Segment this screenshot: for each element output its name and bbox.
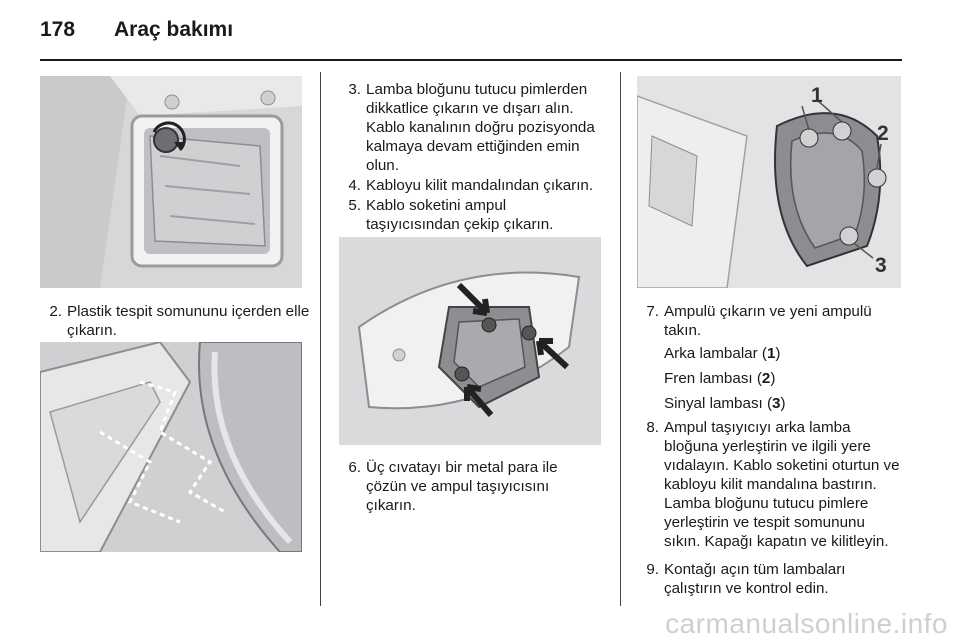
- step-number: 9.: [646, 561, 659, 578]
- lamp-brake: [664, 369, 775, 388]
- lamp-brake-close: ): [770, 370, 776, 387]
- step-number: 8.: [646, 419, 659, 436]
- step-text: Lamba bloğunu tutucu pimlerden dikkatlice çıkarın ve dışarı alın. Kablo kanalının doğru pozisyonda kalmaya devam ettiğinden emin olun.: [366, 81, 595, 174]
- column-divider-right: [620, 72, 621, 606]
- page-number: 178: [40, 18, 76, 41]
- step-text: Üç cıvatayı bir metal para ile çözün ve ampul taşıyıcısını çıkarın.: [366, 459, 558, 514]
- lamp-turn-label: Sinyal lambası (: [664, 395, 773, 412]
- figure-bulb-carrier-screws: [339, 237, 601, 445]
- step-text: Kontağı açın tüm lambaları çalıştırın ve kontrol edin.: [664, 561, 846, 597]
- callout-1: 1: [811, 84, 823, 107]
- step-text: Ampul taşıyıcıyı arka lamba bloğuna yerleştirin ve ilgili yere vıdalayın. Kablo soketini oturtun ve kabloyu kilit mandalına bastırın. Lamba bloğunu tutucu pimlere yerleştirin ve tespit somununu sıkın. Kapağı kapatın ve kilitleyin.: [664, 419, 900, 550]
- step-number: 6.: [348, 459, 361, 476]
- lamp-tail-close: ): [775, 345, 781, 362]
- step-text: Kablo soketini ampul taşıyıcısından çekip çıkarın.: [366, 197, 554, 233]
- lamp-brake-ref: 2: [761, 370, 771, 387]
- lamp-turn-ref: 3: [772, 395, 781, 412]
- lamp-tail: [664, 344, 780, 363]
- step-text: Plastik tespit somununu içerden elle çıkarın.: [67, 303, 310, 339]
- header-divider: [40, 59, 902, 61]
- lamp-tail-label: Arka lambalar (: [664, 345, 767, 362]
- figure-retaining-nut: [40, 76, 302, 288]
- step-number: 4.: [348, 177, 361, 194]
- step-number: 2.: [49, 303, 62, 320]
- callout-3: 3: [875, 254, 887, 277]
- figure-lamp-cable: [40, 342, 302, 552]
- lamp-turn: [664, 394, 786, 413]
- lamp-tail-ref: 1: [766, 345, 776, 362]
- watermark: carmanualsonline.info: [665, 608, 948, 639]
- step-number: 3.: [348, 81, 361, 98]
- step-number: 7.: [646, 303, 659, 320]
- lamp-brake-label: Fren lambası (: [664, 370, 762, 387]
- figure-bulb-positions-drawing: [637, 76, 901, 288]
- page-header: [40, 18, 902, 48]
- page-title: Araç bakımı: [114, 18, 234, 41]
- callout-2: 2: [877, 122, 889, 145]
- step-number: 5.: [348, 197, 361, 214]
- figure-bulb-positions: [637, 76, 901, 288]
- figure-lamp-cable-drawing: [40, 342, 302, 552]
- step-text: Kabloyu kilit mandalından çıkarın.: [366, 177, 594, 194]
- step-text: Ampulü çıkarın ve yeni ampulü takın.: [664, 303, 872, 339]
- lamp-turn-close: ): [780, 395, 786, 412]
- figure-bulb-carrier-screws-drawing: [339, 237, 601, 445]
- column-divider-left: [320, 72, 321, 606]
- figure-retaining-nut-drawing: [40, 76, 302, 288]
